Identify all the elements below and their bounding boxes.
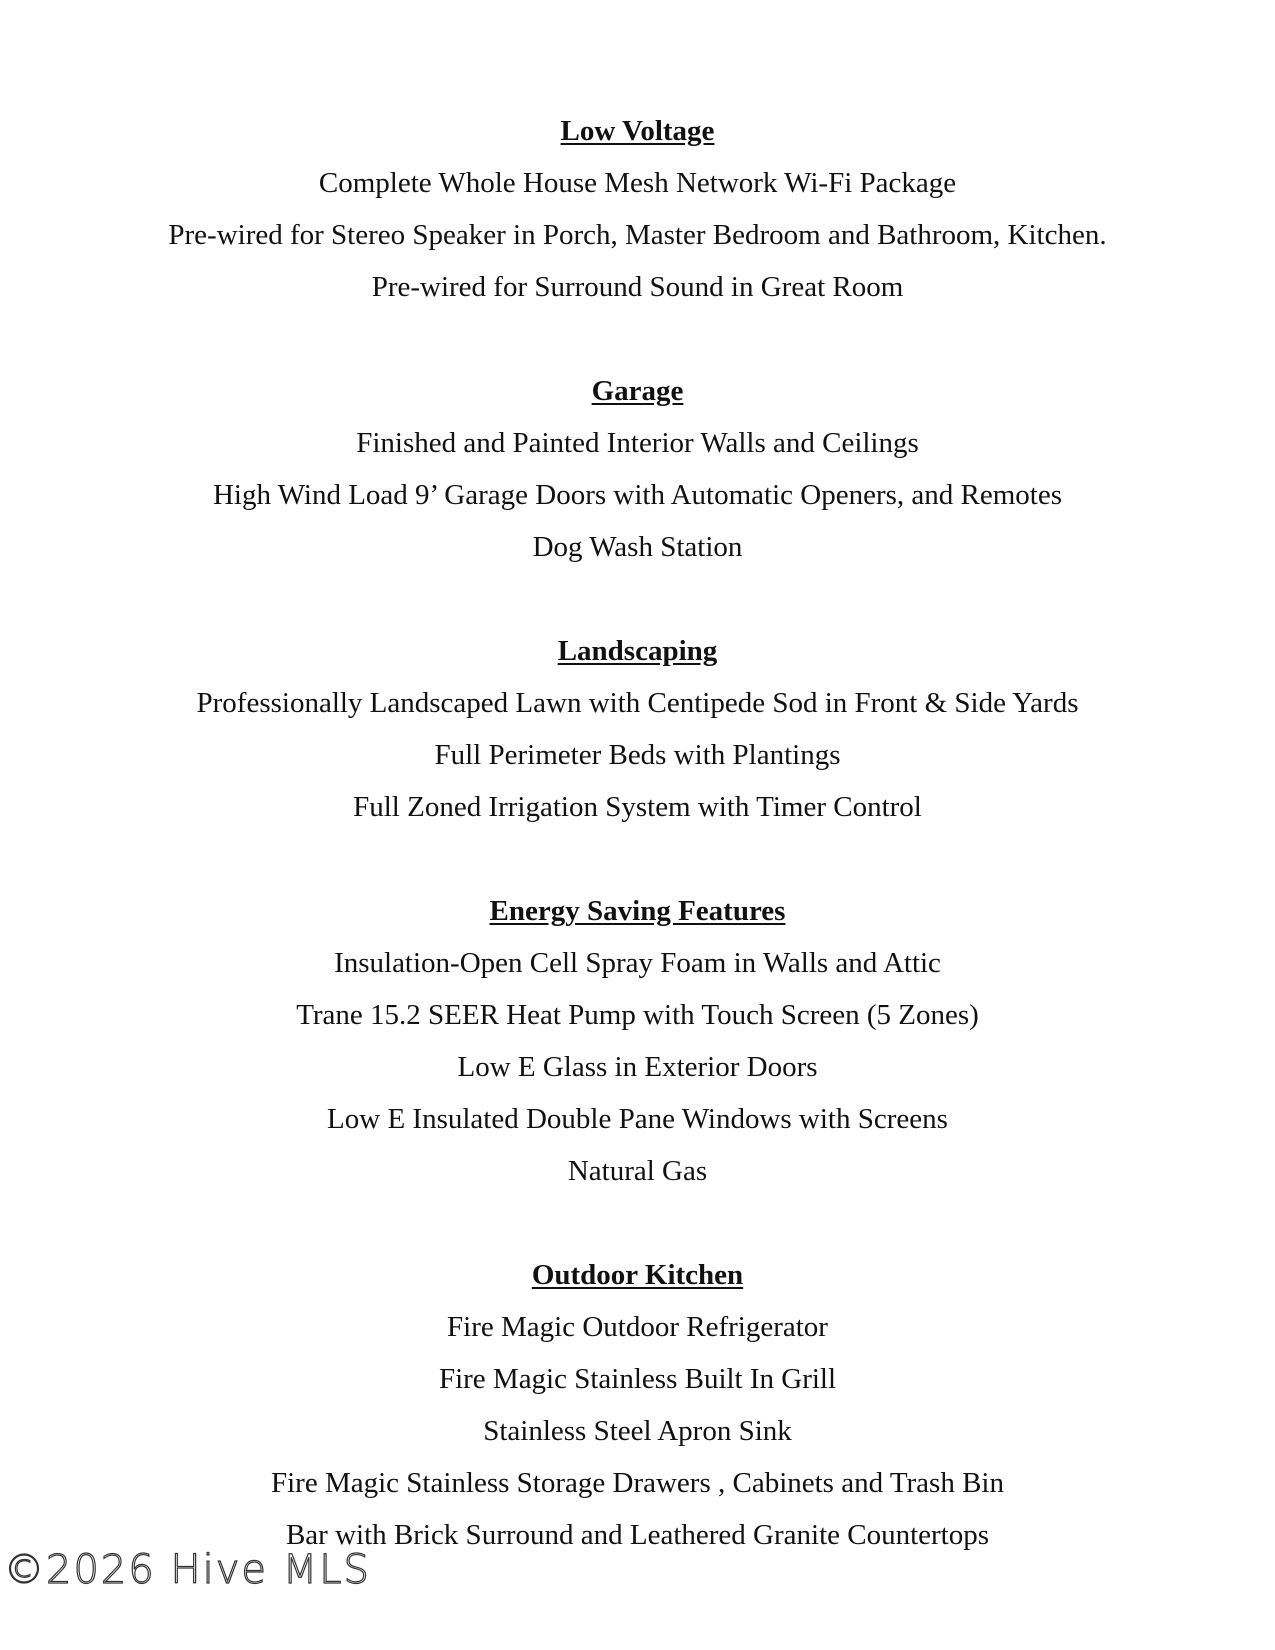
mls-watermark: ©2026 Hive MLS xyxy=(4,1547,371,1593)
section-heading: Outdoor Kitchen xyxy=(531,1259,744,1291)
feature-item: Insulation-Open Cell Spray Foam in Walls and Attic xyxy=(334,947,941,979)
feature-item: Low E Insulated Double Pane Windows with Screens xyxy=(327,1103,948,1135)
feature-item: High Wind Load 9’ Garage Doors with Automatic Openers, and Remotes xyxy=(212,479,1063,511)
feature-item: Pre-wired for Stereo Speaker in Porch, Master Bedroom and Bathroom, Kitchen. xyxy=(168,219,1107,251)
feature-item: Professionally Landscaped Lawn with Centipede Sod in Front & Side Yards xyxy=(196,687,1079,719)
feature-item: Stainless Steel Apron Sink xyxy=(483,1415,792,1447)
section-outdoor-kitchen xyxy=(0,1249,1275,1561)
section-heading: Landscaping xyxy=(557,635,718,667)
feature-item: Natural Gas xyxy=(567,1155,708,1187)
feature-item: Dog Wash Station xyxy=(532,531,743,563)
feature-item: Finished and Painted Interior Walls and Ceilings xyxy=(356,427,919,459)
feature-item: Full Zoned Irrigation System with Timer Control xyxy=(353,791,922,823)
section-energy-saving-features xyxy=(0,885,1275,1197)
section-heading: Garage xyxy=(591,375,684,407)
section-landscaping xyxy=(0,625,1275,833)
feature-item: Full Perimeter Beds with Plantings xyxy=(434,739,841,771)
section-heading: Low Voltage xyxy=(560,115,715,147)
section-low-voltage xyxy=(0,105,1275,313)
features-list xyxy=(0,105,1275,1613)
feature-item: Complete Whole House Mesh Network Wi-Fi Package xyxy=(318,167,957,199)
feature-item: Fire Magic Stainless Built In Grill xyxy=(438,1363,837,1395)
section-heading: Energy Saving Features xyxy=(489,895,786,927)
section-garage xyxy=(0,365,1275,573)
feature-item: Fire Magic Stainless Storage Drawers , Cabinets and Trash Bin xyxy=(271,1467,1004,1499)
feature-item: Low E Glass in Exterior Doors xyxy=(457,1051,818,1083)
feature-item: Bar with Brick Surround and Leathered Granite Countertops xyxy=(285,1519,990,1551)
feature-item: Trane 15.2 SEER Heat Pump with Touch Screen (5 Zones) xyxy=(296,999,979,1031)
feature-item: Fire Magic Outdoor Refrigerator xyxy=(447,1311,828,1343)
feature-item: Pre-wired for Surround Sound in Great Room xyxy=(371,271,904,303)
